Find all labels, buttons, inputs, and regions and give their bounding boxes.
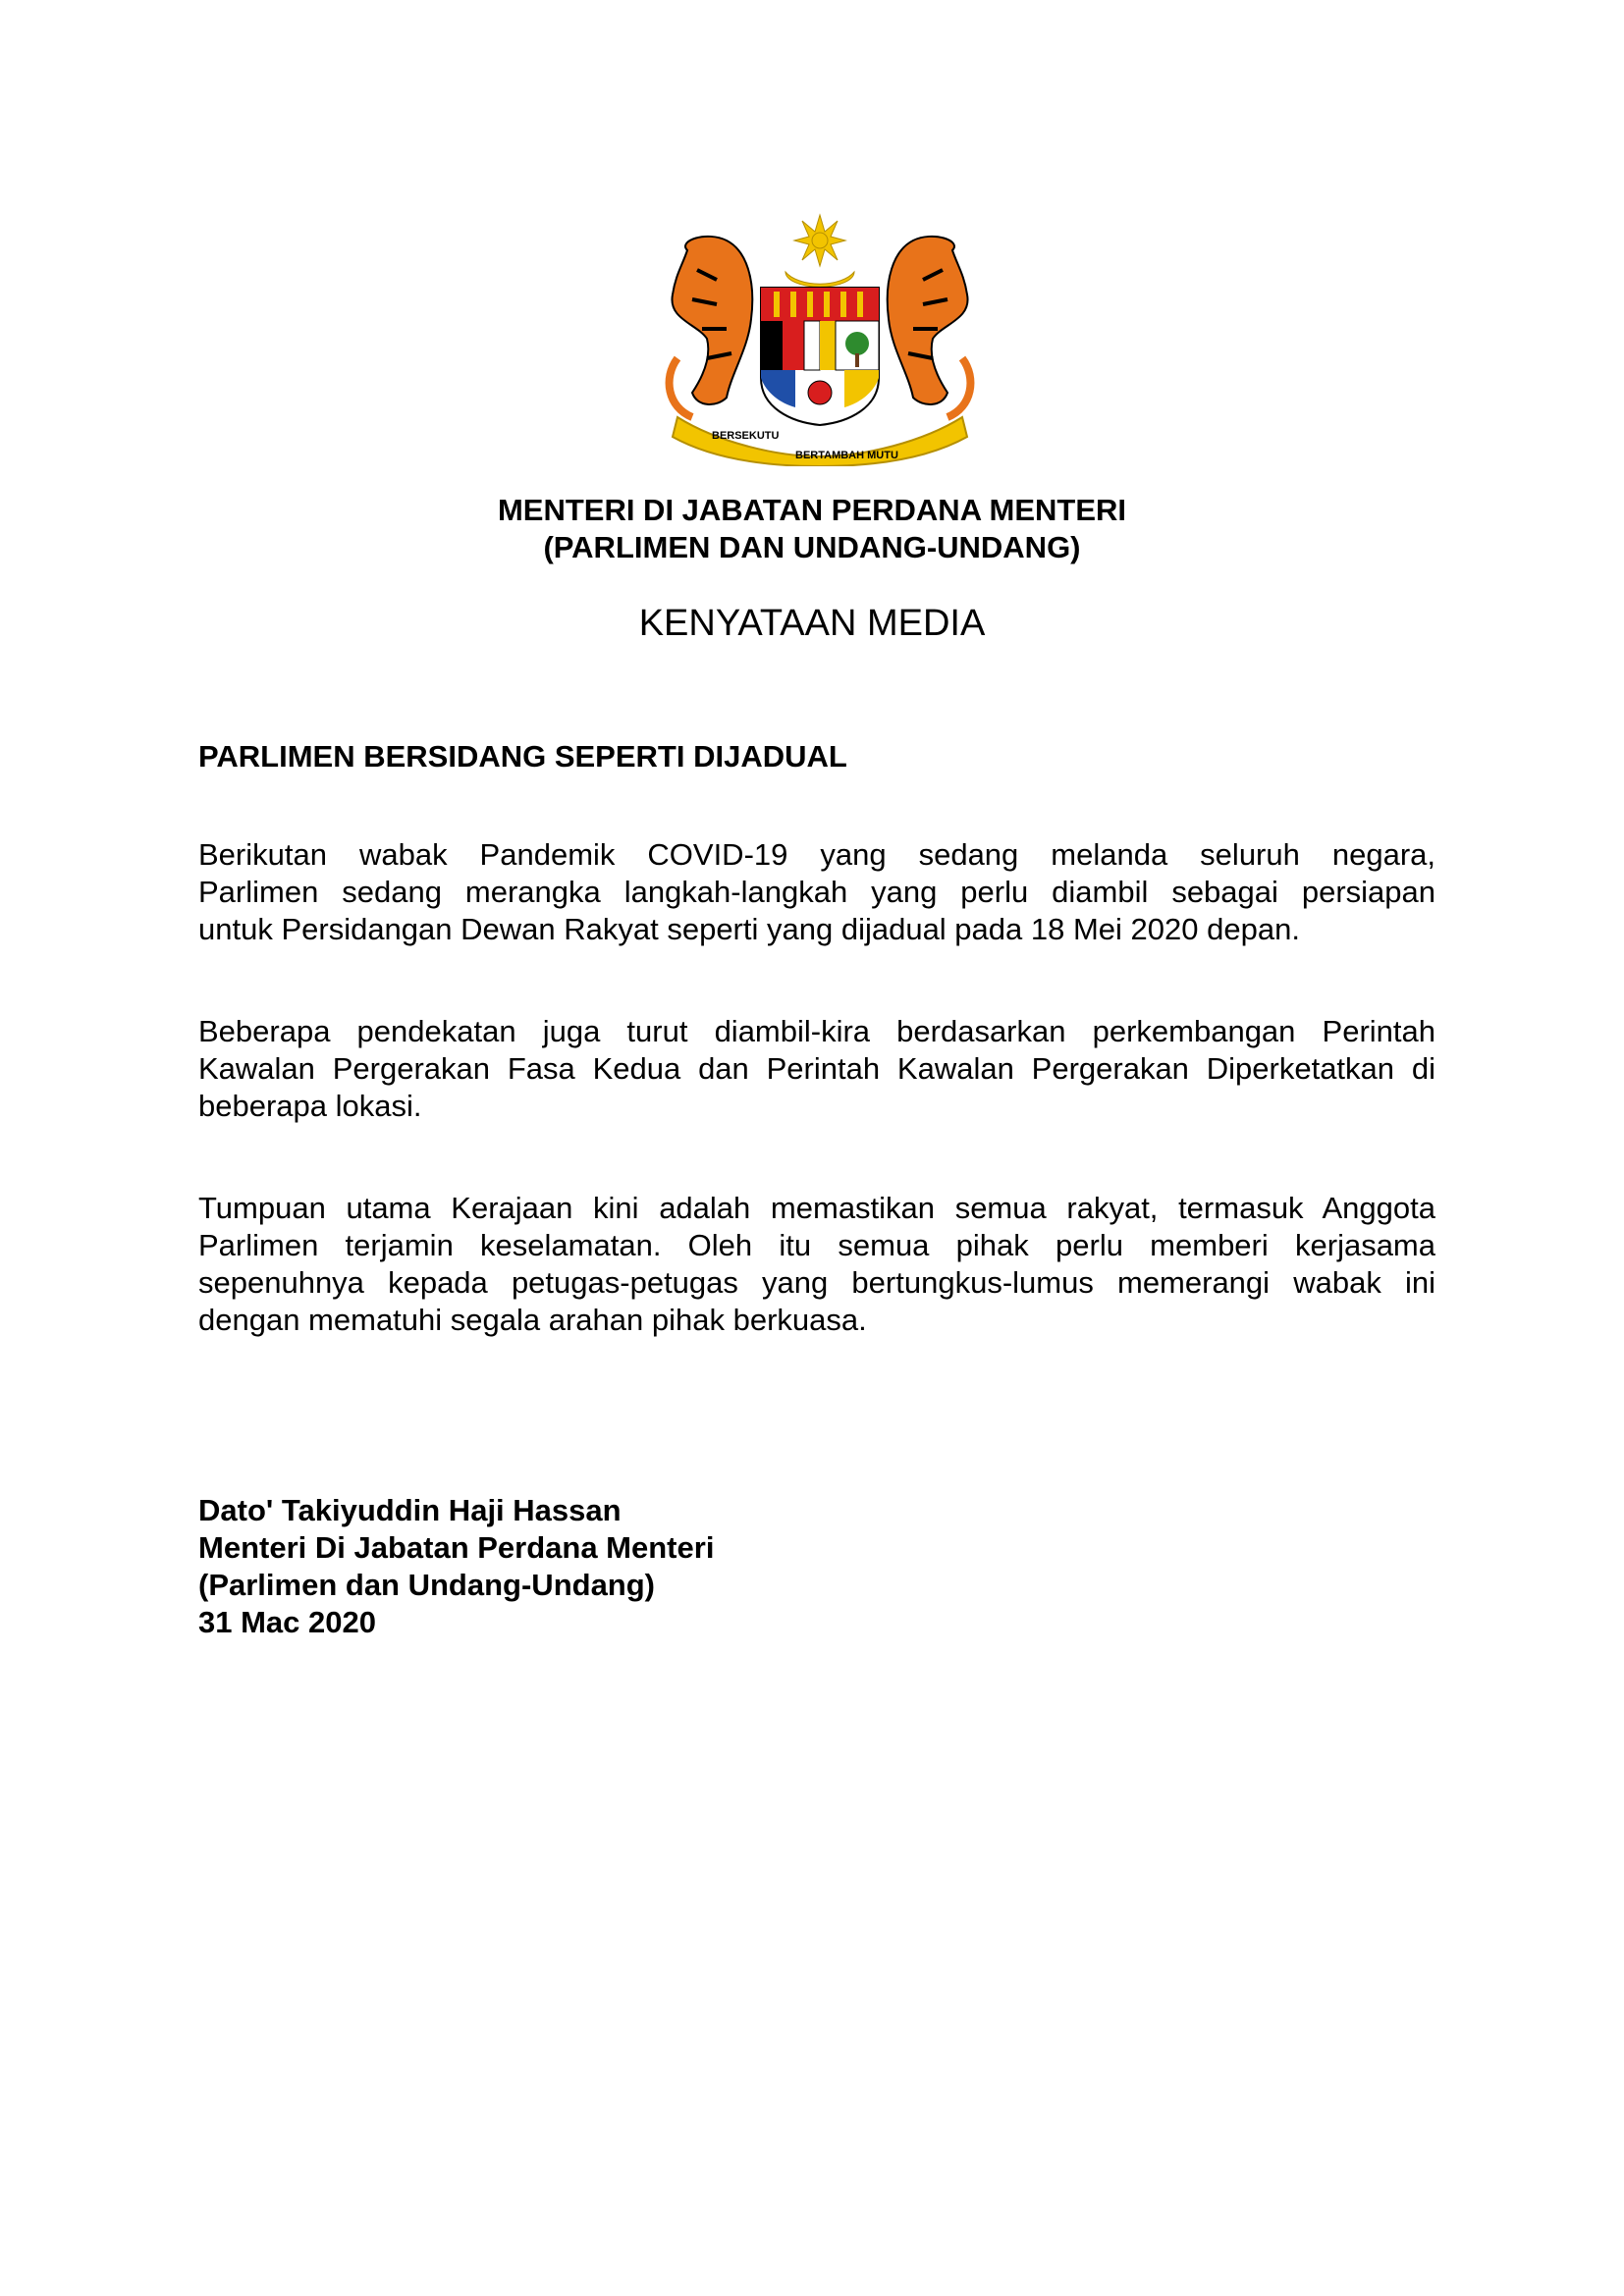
crescent-icon xyxy=(785,272,854,287)
subject-heading: PARLIMEN BERSIDANG SEPERTI DIJADUAL xyxy=(198,739,847,774)
paragraph-line: Tumpuan utama Kerajaan kini adalah memastikan semua rakyat, termasuk Anggota xyxy=(198,1191,1435,1225)
paragraph-line: dengan mematuhi segala arahan pihak berkuasa. xyxy=(198,1303,867,1337)
signatory-title-line2: (Parlimen dan Undang-Undang) xyxy=(198,1568,655,1602)
signatory-title-line1: Menteri Di Jabatan Perdana Menteri xyxy=(198,1530,715,1565)
statement-title: KENYATAAN MEDIA xyxy=(638,603,986,644)
statement-date: 31 Mac 2020 xyxy=(198,1605,376,1639)
ministry-heading-line1: MENTERI DI JABATAN PERDANA MENTERI xyxy=(497,493,1127,527)
paragraph-1 xyxy=(198,836,1435,948)
malaysia-coat-of-arms-icon xyxy=(658,211,982,466)
star-icon xyxy=(794,215,845,266)
paragraph-line: sepenuhnya kepada petugas-petugas yang bertungkus-lumus memerangi wabak ini xyxy=(198,1265,1435,1300)
paragraph-line: Beberapa pendekatan juga turut diambil-kira berdasarkan perkembangan Perintah xyxy=(198,1014,1435,1048)
paragraph-line: Kawalan Pergerakan Fasa Kedua dan Perintah Kawalan Pergerakan Diperketatkan di xyxy=(198,1051,1435,1086)
paragraph-2 xyxy=(198,1013,1435,1125)
paragraph-3 xyxy=(198,1190,1435,1339)
shield-icon xyxy=(761,288,879,425)
right-tiger-icon xyxy=(888,237,971,417)
motto-left-text: BERSEKUTU xyxy=(712,430,780,442)
signatory-name: Dato' Takiyuddin Haji Hassan xyxy=(198,1493,622,1527)
ministry-heading-line2: (PARLIMEN DAN UNDANG-UNDANG) xyxy=(543,530,1081,564)
left-tiger-icon xyxy=(670,237,753,417)
paragraph-line: beberapa lokasi. xyxy=(198,1089,422,1123)
motto-right-text: BERTAMBAH MUTU xyxy=(795,450,898,461)
paragraph-line: Parlimen sedang merangka langkah-langkah yang perlu diambil sebagai persiapan xyxy=(198,875,1435,909)
paragraph-line: Berikutan wabak Pandemik COVID-19 yang sedang melanda seluruh negara, xyxy=(198,837,1435,872)
paragraph-line: untuk Persidangan Dewan Rakyat seperti yang dijadual pada 18 Mei 2020 depan. xyxy=(198,912,1300,946)
paragraph-line: Parlimen terjamin keselamatan. Oleh itu semua pihak perlu memberi kerjasama xyxy=(198,1228,1435,1262)
